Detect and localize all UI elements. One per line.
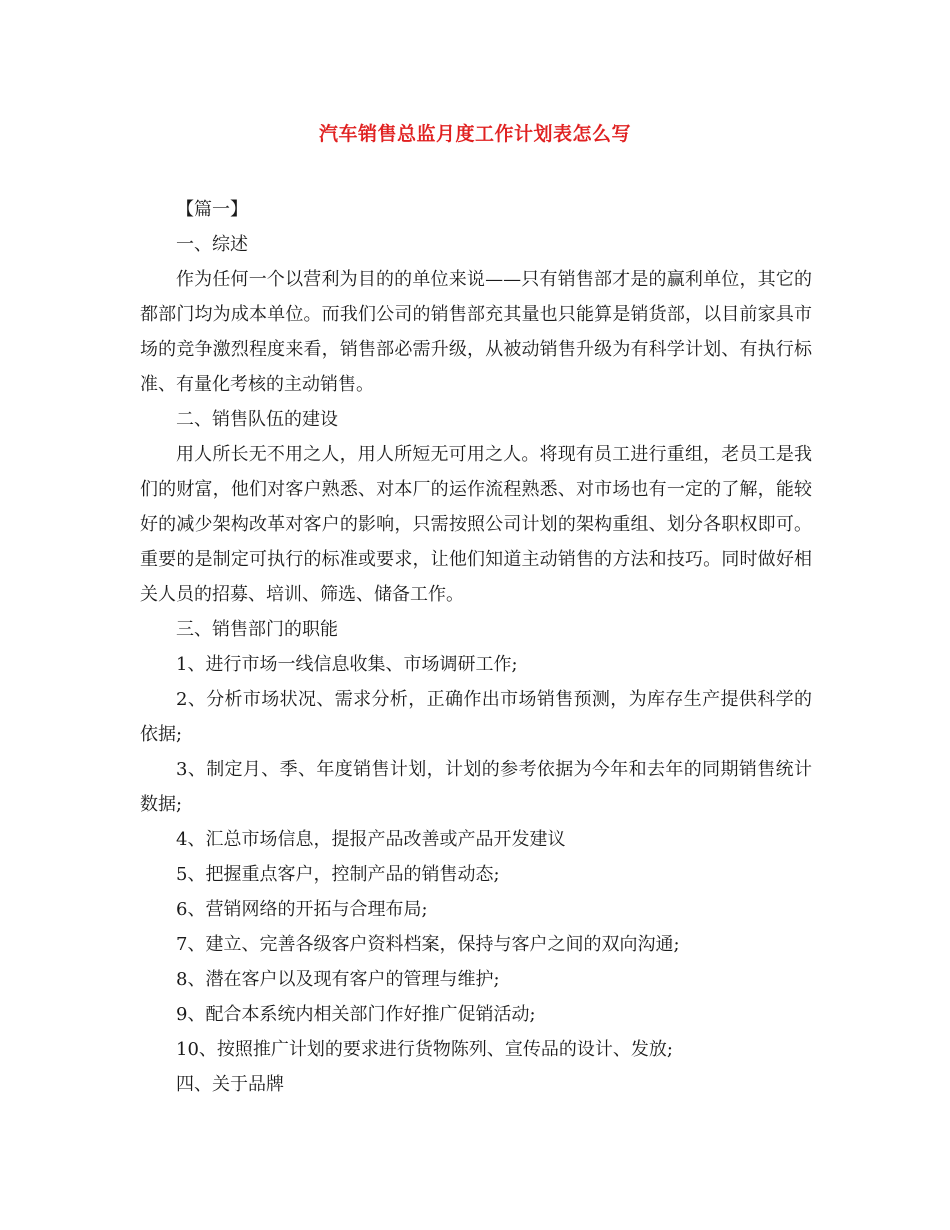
list-item: 8、潜在客户以及现有客户的管理与维护; bbox=[176, 969, 500, 990]
list-item: 5、把握重点客户，控制产品的销售动态; bbox=[176, 864, 500, 885]
heading-overview: 一、综述 bbox=[176, 234, 248, 255]
list-item: 7、建立、完善各级客户资料档案，保持与客户之间的双向沟通; bbox=[176, 934, 680, 955]
list-item: 1、进行市场一线信息收集、市场调研工作; bbox=[176, 654, 518, 675]
heading-brand: 四、关于品牌 bbox=[176, 1074, 284, 1095]
section-label: 【篇一】 bbox=[176, 199, 248, 220]
paragraph-overview: 作为任何一个以营利为目的的单位来说——只有销售部才是的赢利单位，其它的都部门均为成本单位。而我们公司的销售部充其量也只能算是销货部，以目前家具市场的竞争激烈程度来看，销售部必需升级，从被动销售升级为有科学计划、有执行标准、有量化考核的主动销售。 bbox=[140, 269, 812, 395]
list-item: 6、营销网络的开拓与合理布局; bbox=[176, 899, 428, 920]
document-title: 汽车销售总监月度工作计划表怎么写 bbox=[318, 123, 631, 145]
heading-sales-functions: 三、销售部门的职能 bbox=[176, 619, 338, 640]
list-item: 2、分析市场状况、需求分析，正确作出市场销售预测，为库存生产提供科学的依据; bbox=[140, 689, 812, 745]
list-item: 4、汇总市场信息，提报产品改善或产品开发建议 bbox=[176, 829, 566, 850]
paragraph-sales-team: 用人所长无不用之人，用人所短无可用之人。将现有员工进行重组，老员工是我们的财富，他们对客户熟悉、对本厂的运作流程熟悉、对市场也有一定的了解，能较好的减少架构改革对客户的影响，只需按照公司计划的架构重组、划分各职权即可。重要的是制定可执行的标准或要求，让他们知道主动销售的方法和技巧。同时做好相关人员的招募、培训、筛选、储备工作。 bbox=[140, 444, 812, 605]
heading-sales-team: 二、销售队伍的建设 bbox=[176, 409, 338, 430]
list-item: 3、制定月、季、年度销售计划，计划的参考依据为今年和去年的同期销售统计数据; bbox=[140, 759, 812, 815]
document-body bbox=[140, 192, 812, 1102]
list-item: 9、配合本系统内相关部门作好推广促销活动; bbox=[176, 1004, 536, 1025]
list-item: 10、按照推广计划的要求进行货物陈列、宣传品的设计、发放; bbox=[176, 1039, 673, 1060]
